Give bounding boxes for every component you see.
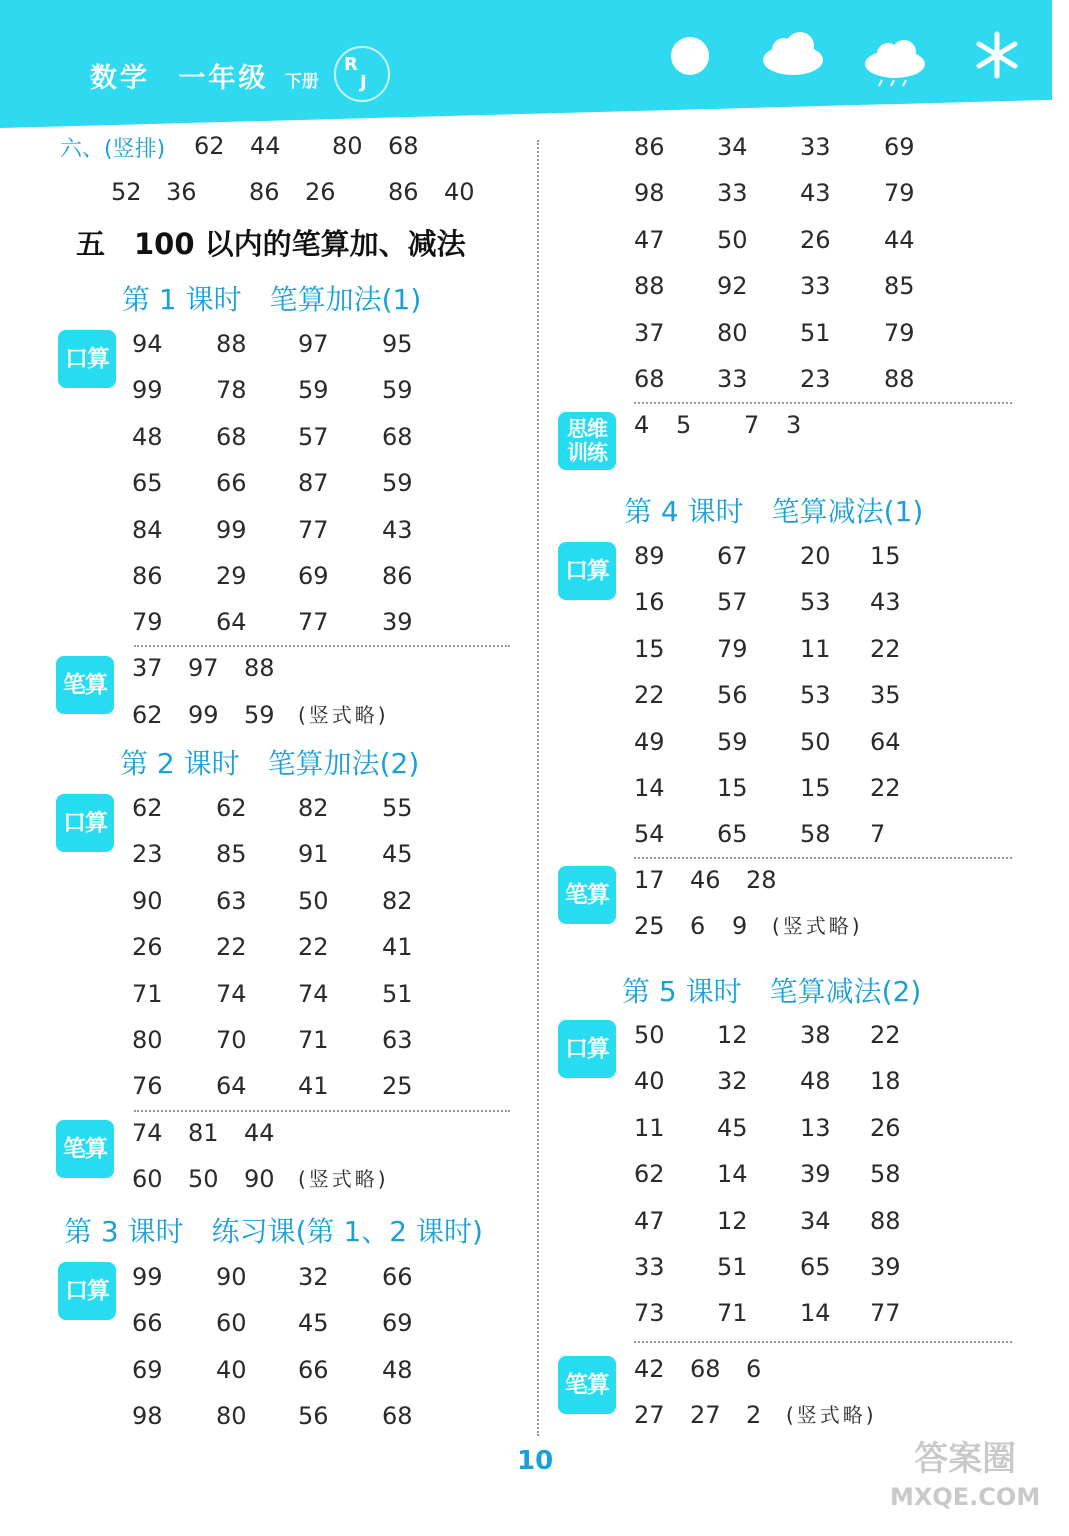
subject-label: 数学 <box>90 63 150 94</box>
answer-value: 51 <box>717 1253 748 1281</box>
answer-value: 73 <box>634 1299 665 1328</box>
answer-value: 45 <box>382 840 413 869</box>
answer-value: 71 <box>717 1299 748 1328</box>
answer-value: 62 <box>132 794 163 822</box>
answer-value: 54 <box>634 820 665 849</box>
dotted-separator <box>634 402 1012 404</box>
answer-value: 62 <box>634 1160 665 1189</box>
answer-value: 64 <box>870 727 901 756</box>
answer-value: 88 <box>634 272 665 301</box>
answer-value: 22 <box>298 933 329 962</box>
answer-value: 41 <box>298 1072 329 1101</box>
answer-value: 74 <box>216 979 247 1008</box>
answer-value: 58 <box>800 820 831 849</box>
answer-value: 71 <box>298 1026 329 1054</box>
answer-value: 48 <box>800 1067 831 1096</box>
answer-value: 49 <box>634 727 665 756</box>
written-calc-tag: 笔算 <box>558 866 616 924</box>
answer-value: 33 <box>634 1253 665 1281</box>
answer-value: 66 <box>132 1309 163 1338</box>
answer-value: 79 <box>884 318 915 347</box>
answer-value: 56 <box>298 1402 329 1431</box>
thinking-training-tag: 思维 训练 <box>558 412 616 470</box>
edition-badge <box>334 46 390 102</box>
answer-value: 37 <box>634 318 665 347</box>
answer-value: 66 <box>298 1355 329 1384</box>
lesson5-title: 第 5 课时 笔算减法(2) <box>622 975 922 1008</box>
answer-value: 20 <box>800 542 831 570</box>
answer-value: 59 <box>298 376 329 405</box>
answer-value: 68 <box>216 422 247 451</box>
answer-value: 50 <box>717 225 748 254</box>
answer-value: 78 <box>216 376 247 405</box>
answer-value: 53 <box>800 681 831 710</box>
section-title: 五 100 以内的笔算加、减法 <box>76 227 466 261</box>
answer-value: 63 <box>382 1026 413 1054</box>
answer-value: 60 <box>216 1309 247 1338</box>
answer-value: 90 <box>132 886 163 915</box>
answer-value: 86 <box>382 562 413 590</box>
answer-value: 90 <box>216 1263 247 1291</box>
answer-value: 69 <box>132 1355 163 1384</box>
rain-cloud-icon <box>862 38 928 88</box>
cloud-icon <box>760 28 826 78</box>
answer-value: 32 <box>717 1067 748 1096</box>
answer-value: 11 <box>634 1113 665 1142</box>
answer-value: 40 <box>216 1355 247 1384</box>
omitted-note: (竖式略) <box>786 1403 877 1427</box>
answer-value: 23 <box>800 365 831 393</box>
answer-value: 12 <box>717 1021 748 1049</box>
answer-value: 34 <box>717 133 748 161</box>
answer-value: 65 <box>132 469 163 498</box>
answer-value: 48 <box>382 1355 413 1384</box>
answer-value: 45 <box>717 1113 748 1142</box>
answer-value: 22 <box>870 1021 901 1049</box>
answer-value: 79 <box>717 634 748 663</box>
answer-value: 33 <box>717 365 748 393</box>
answer-value: 68 <box>382 422 413 451</box>
snowflake-icon <box>972 30 1022 80</box>
lesson2-title: 第 2 课时 笔算加法(2) <box>120 747 420 780</box>
oral-calc-tag: 口算 <box>58 1262 116 1320</box>
answer-value: 22 <box>634 681 665 710</box>
answer-value: 98 <box>132 1402 163 1431</box>
answer-value: 25 <box>382 1072 413 1101</box>
answer-value: 99 <box>216 515 247 544</box>
answer-value: 33 <box>717 179 748 208</box>
answer-value: 91 <box>298 840 329 869</box>
oral-calc-tag: 口算 <box>558 1020 616 1078</box>
answer-value: 64 <box>216 1072 247 1101</box>
answer-value: 67 <box>717 542 748 570</box>
answer-value: 79 <box>884 179 915 208</box>
answer-value: 66 <box>382 1263 413 1291</box>
answer-value: 45 <box>298 1309 329 1338</box>
answer-value: 41 <box>382 933 413 962</box>
answer-value: 13 <box>800 1113 831 1142</box>
answer-value: 33 <box>800 133 831 161</box>
answer-value: 74 <box>298 979 329 1008</box>
answer-value: 34 <box>800 1206 831 1235</box>
answer-value: 59 <box>382 376 413 405</box>
answer-value: 92 <box>717 272 748 301</box>
answer-value: 94 <box>132 330 163 358</box>
lesson3-title: 第 3 课时 练习课(第 1、2 课时) <box>64 1215 483 1248</box>
answer-value: 68 <box>634 365 665 393</box>
answer-value: 79 <box>132 608 163 637</box>
answer-value: 43 <box>800 179 831 208</box>
answer-value: 86 <box>132 562 163 590</box>
badge-j: J <box>360 72 367 93</box>
answer-value: 77 <box>298 608 329 637</box>
dotted-separator <box>634 1341 1012 1343</box>
answer-value: 69 <box>382 1309 413 1338</box>
answer-value: 64 <box>216 608 247 637</box>
answer-value: 15 <box>870 542 901 570</box>
answer-value: 59 <box>717 727 748 756</box>
answer-value: 66 <box>216 469 247 498</box>
answer-value: 12 <box>717 1206 748 1235</box>
answer-value: 87 <box>298 469 329 498</box>
oral-calc-tag: 口算 <box>56 794 114 852</box>
answer-value: 77 <box>298 515 329 544</box>
answer-value: 39 <box>382 608 413 637</box>
answer-value: 95 <box>382 330 413 358</box>
answer-value: 62 <box>216 794 247 822</box>
answer-value: 77 <box>870 1299 901 1328</box>
answer-value: 65 <box>717 820 748 849</box>
answer-value: 15 <box>717 774 748 802</box>
answer-value: 57 <box>298 422 329 451</box>
answer-value: 29 <box>216 562 247 590</box>
omitted-note: (竖式略) <box>298 1167 389 1191</box>
answer-value: 82 <box>298 794 329 822</box>
answer-value: 50 <box>634 1021 665 1049</box>
answer-value: 7 <box>870 820 886 849</box>
answer-value: 26 <box>800 225 831 254</box>
answer-value: 22 <box>216 933 247 962</box>
answer-value: 70 <box>216 1026 247 1054</box>
answer-value: 80 <box>132 1026 163 1054</box>
answer-value: 51 <box>800 318 831 347</box>
answer-value: 68 <box>382 1402 413 1431</box>
answer-value: 40 <box>634 1067 665 1096</box>
written-calc-tag: 笔算 <box>56 656 114 714</box>
lesson1-title: 第 1 课时 笔算加法(1) <box>122 283 422 316</box>
answer-value: 44 <box>884 225 915 254</box>
answer-value: 11 <box>800 634 831 663</box>
answer-value: 97 <box>298 330 329 358</box>
answer-value: 22 <box>870 634 901 663</box>
answer-value: 14 <box>800 1299 831 1328</box>
badge-r: R <box>344 54 358 75</box>
answer-value: 18 <box>870 1067 901 1096</box>
answer-value: 32 <box>298 1263 329 1291</box>
answer-value: 14 <box>634 774 665 802</box>
answer-value: 86 <box>634 133 665 161</box>
answer-value: 59 <box>382 469 413 498</box>
answer-value: 14 <box>717 1160 748 1189</box>
answer-value: 16 <box>634 588 665 617</box>
volume-label: 下册 <box>284 72 319 92</box>
answer-value: 38 <box>800 1021 831 1049</box>
answer-value: 84 <box>132 515 163 544</box>
answer-value: 26 <box>132 933 163 962</box>
answer-value: 89 <box>634 542 665 570</box>
oral-calc-tag: 口算 <box>558 542 616 600</box>
dotted-separator <box>634 857 1012 859</box>
answer-value: 23 <box>132 840 163 869</box>
omitted-note: (竖式略) <box>772 914 863 938</box>
answer-value: 82 <box>382 886 413 915</box>
column-divider <box>537 140 539 1436</box>
answer-value: 99 <box>132 1263 163 1291</box>
answer-value: 58 <box>870 1160 901 1189</box>
answer-value: 15 <box>634 634 665 663</box>
written-calc-tag: 笔算 <box>558 1356 616 1414</box>
answer-value: 69 <box>298 562 329 590</box>
answer-value: 88 <box>870 1206 901 1235</box>
answer-value: 35 <box>870 681 901 710</box>
answer-value: 85 <box>216 840 247 869</box>
answer-value: 80 <box>717 318 748 347</box>
answer-value: 56 <box>717 681 748 710</box>
omitted-note: (竖式略) <box>298 703 389 727</box>
answer-value: 65 <box>800 1253 831 1281</box>
answer-value: 99 <box>132 376 163 405</box>
answer-value: 55 <box>382 794 413 822</box>
watermark: 答案圈 MXQE.COM <box>890 1439 1041 1511</box>
answer-value: 85 <box>884 272 915 301</box>
dotted-separator <box>134 645 510 647</box>
answer-value: 57 <box>717 588 748 617</box>
sun-icon <box>668 34 712 78</box>
answer-value: 26 <box>870 1113 901 1142</box>
dotted-separator <box>134 1110 510 1112</box>
answer-value: 53 <box>800 588 831 617</box>
answer-value: 15 <box>800 774 831 802</box>
answer-value: 88 <box>884 365 915 393</box>
answer-value: 39 <box>870 1253 901 1281</box>
lesson4-title: 第 4 课时 笔算减法(1) <box>624 495 924 528</box>
answer-value: 47 <box>634 1206 665 1235</box>
answer-value: 51 <box>382 979 413 1008</box>
answer-value: 80 <box>216 1402 247 1431</box>
six-label: 六、(竖排) <box>60 137 166 162</box>
answer-value: 88 <box>216 330 247 358</box>
book-title <box>90 56 319 95</box>
answer-value: 48 <box>132 422 163 451</box>
answer-value: 43 <box>870 588 901 617</box>
answer-value: 50 <box>298 886 329 915</box>
oral-calc-tag: 口算 <box>58 330 116 388</box>
answer-value: 33 <box>800 272 831 301</box>
written-calc-tag: 笔算 <box>56 1120 114 1178</box>
answer-value: 22 <box>870 774 901 802</box>
grade-label: 一年级 <box>178 63 269 94</box>
answer-value: 50 <box>800 727 831 756</box>
answer-value: 63 <box>216 886 247 915</box>
answer-value: 76 <box>132 1072 163 1101</box>
answer-value: 69 <box>884 133 915 161</box>
answer-value: 71 <box>132 979 163 1008</box>
answer-value: 47 <box>634 225 665 254</box>
answer-value: 43 <box>382 515 413 544</box>
answer-value: 98 <box>634 179 665 208</box>
page-number: 10 <box>517 1446 554 1476</box>
answer-value: 39 <box>800 1160 831 1189</box>
